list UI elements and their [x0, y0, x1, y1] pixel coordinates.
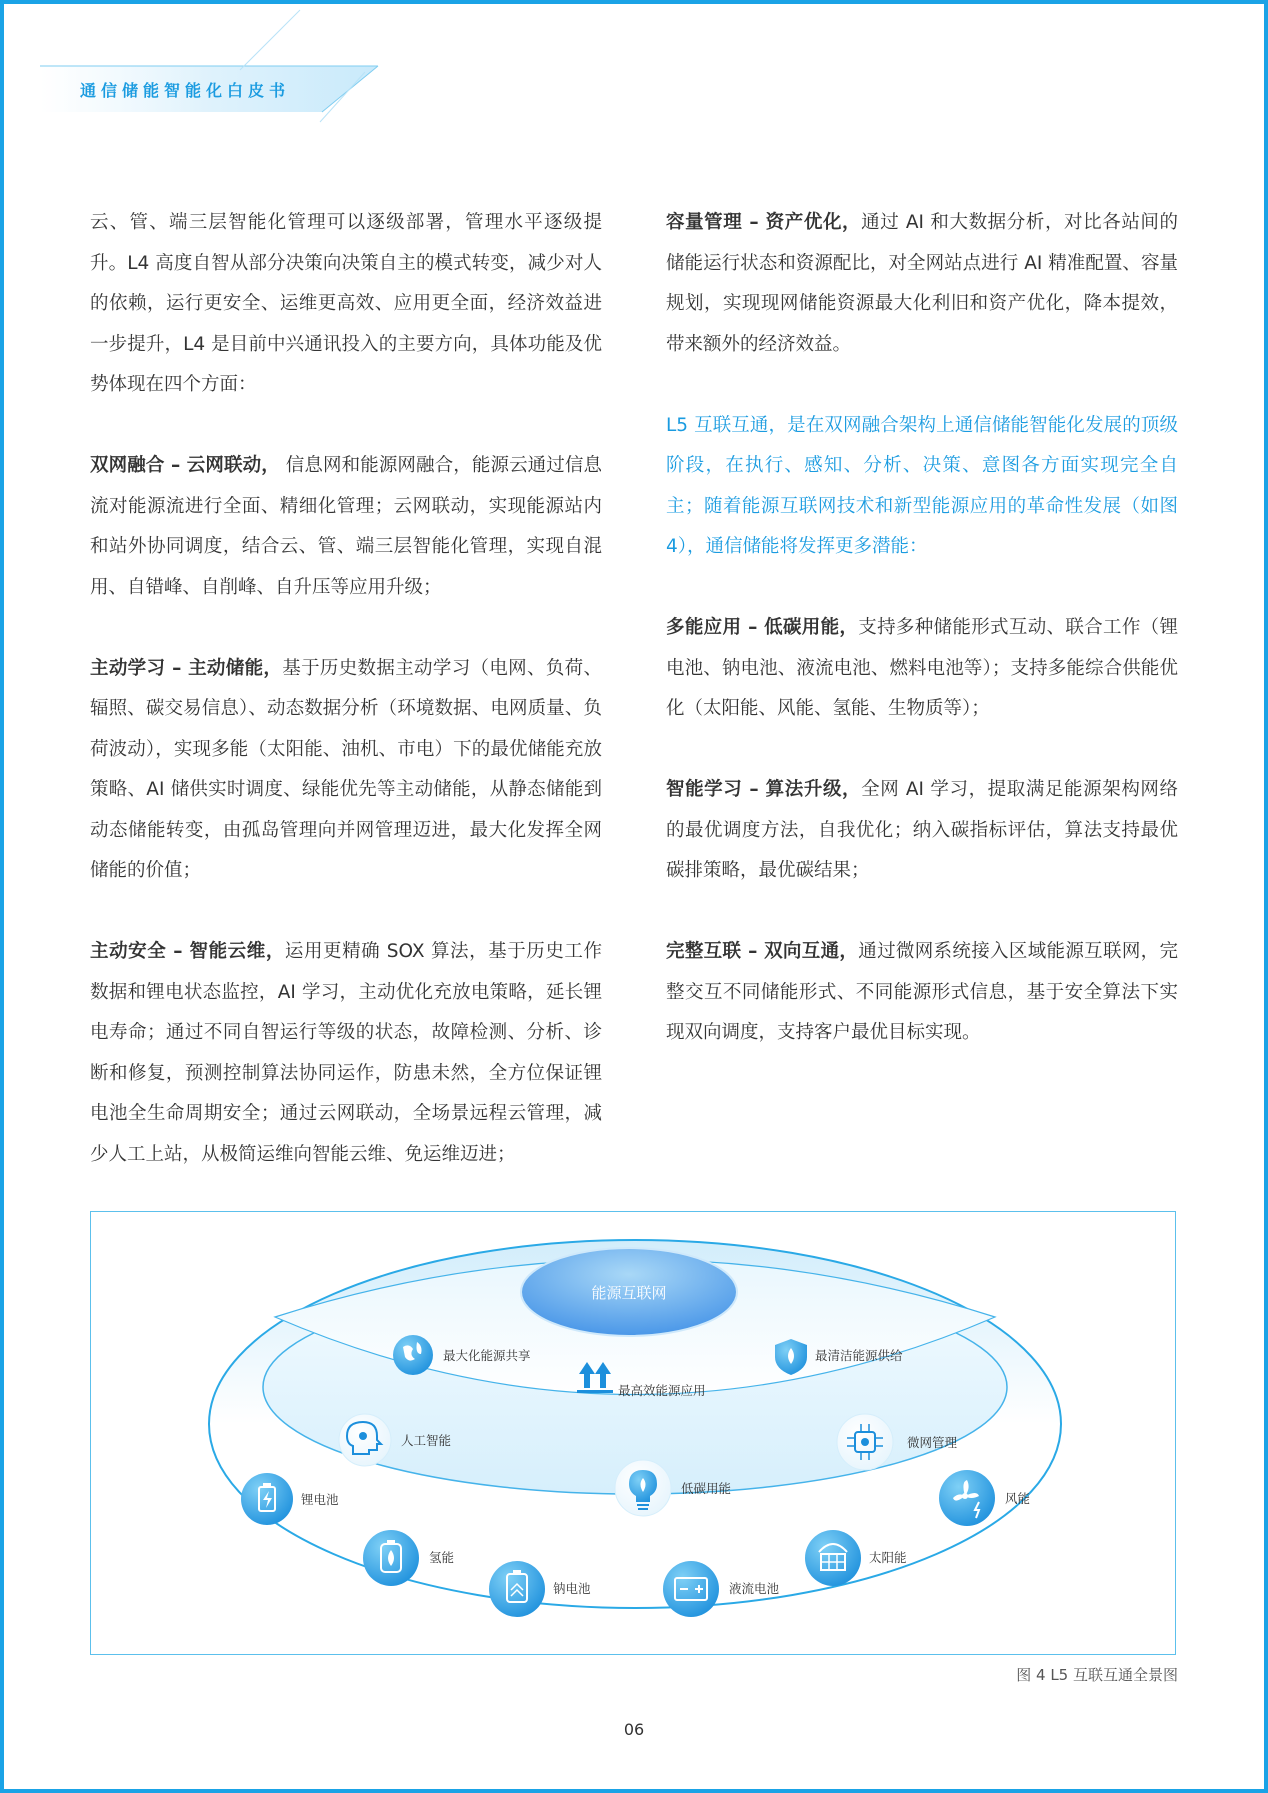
feature-title: 容量管理 – 资产优化，	[666, 212, 862, 233]
right-column	[666, 203, 1178, 1094]
node-label-sodium: 钠电池	[553, 1581, 591, 1596]
figure-caption: 图 4 L5 互联互通全景图	[1016, 1666, 1178, 1684]
hydrogen-tank-icon	[363, 1530, 419, 1586]
feature-title: 双网融合 – 云网联动，	[90, 455, 280, 476]
node-label-lithium: 锂电池	[301, 1492, 339, 1507]
node-label-ai: 人工智能	[401, 1433, 452, 1448]
header-title: 通信储能智能化白皮书	[80, 81, 291, 100]
node-label-hydrogen: 氢能	[429, 1550, 455, 1565]
ai-head-icon	[339, 1414, 391, 1466]
feature-text: 支持多种储能形式互动、联合工作（锂电池、钠电池、液流电池、燃料电池等）；支持多能综合供能优化（太阳能、风能、氢能、生物质等）；	[666, 617, 1178, 719]
node-label-efficient: 最高效能源应用	[618, 1383, 706, 1398]
solar-panel-icon	[805, 1530, 861, 1586]
page-number: 06	[623, 1720, 645, 1739]
intro-paragraph: 云、管、端三层智能化管理可以逐级部署，管理水平逐级提升。L4 高度自智从部分决策向决策自主的模式转变，减少对人的依赖，运行更安全、运维更高效、应用更全面，经济效益进一步提升，L4 是目前中兴通讯投入的主要方向，具体功能及优势体现在四个方面：	[90, 212, 602, 395]
l5-intro-paragraph: L5 互联互通，是在双网融合架构上通信储能智能化发展的顶级阶段，在执行、感知、分析、决策、意图各方面实现完全自主；随着能源互联网技术和新型能源应用的革命性发展（如图 4），通信储能将发挥更多潜能：	[666, 414, 1178, 557]
figure-l5-panorama	[90, 1211, 1176, 1655]
node-label-wind: 风能	[1005, 1491, 1031, 1506]
node-label-clean: 最清洁能源供给	[815, 1348, 903, 1363]
feature-paragraph	[666, 770, 1178, 892]
feature-paragraph	[90, 649, 602, 892]
left-column	[90, 203, 602, 1216]
feature-title: 主动安全 – 智能云维，	[90, 941, 285, 962]
figure-diagram	[91, 1212, 1177, 1656]
feature-paragraph	[90, 446, 602, 608]
microgrid-chip-icon	[837, 1414, 893, 1470]
flow-battery-icon	[663, 1561, 719, 1617]
feature-paragraph	[666, 932, 1178, 1054]
feature-text: 全网 AI 学习，提取满足能源架构网络的最优调度方法，自我优化；纳入碳指标评估，算法支持最优碳排策略，最优碳结果；	[666, 779, 1179, 881]
feature-title: 智能学习 – 算法升级，	[666, 779, 862, 800]
feature-title: 完整互联 – 双向互通，	[666, 941, 859, 962]
capacity-paragraph	[666, 203, 1178, 365]
lithium-battery-icon	[241, 1473, 293, 1525]
header-decoration	[0, 0, 400, 140]
node-label-share: 最大化能源共享	[443, 1348, 531, 1363]
sodium-battery-icon	[489, 1561, 545, 1617]
feature-text: 信息网和能源网融合，能源云通过信息流对能源流进行全面、精细化管理；云网联动，实现能源站内和站外协同调度，结合云、管、端三层智能化管理，实现自混用、自错峰、自削峰、自升压等应用升级；	[90, 455, 602, 598]
feature-title: 多能应用 – 低碳用能，	[666, 617, 859, 638]
feature-paragraph	[90, 932, 602, 1175]
node-label-microgrid: 微网管理	[907, 1435, 958, 1450]
energy-internet-label: 能源互联网	[591, 1284, 667, 1302]
feature-text: 通过微网系统接入区域能源互联网，完整交互不同储能形式、不同能源形式信息，基于安全算法下实现双向调度，支持客户最优目标实现。	[666, 941, 1178, 1043]
feature-text: 基于历史数据主动学习（电网、负荷、辐照、碳交易信息）、动态数据分析（环境数据、电网质量、负荷波动），实现多能（太阳能、油机、市电）下的最优储能充放策略、AI 储供实时调度、绿能优先等主动储能，从静态储能到动态储能转变，由孤岛管理向并网管理迈进，最大化发挥全网储能的价值；	[90, 657, 602, 881]
feature-title: 主动学习 – 主动储能，	[90, 657, 283, 679]
feature-text: 运用更精确 SOX 算法，基于历史工作数据和锂电状态监控，AI 学习，主动优化充放电策略，延长锂电寿命；通过不同自智运行等级的状态，故障检测、分析、诊断和修复，预测控制算法协同运作，防患未然，全方位保证锂电池全生命周期安全；通过云网联动，全场景远程云管理，减少人工上站，从极简运维向智能云维、免运维迈进；	[90, 941, 603, 1165]
wind-turbine-icon	[939, 1470, 995, 1526]
lightbulb-icon	[615, 1460, 671, 1516]
node-label-lowcarbon: 低碳用能	[681, 1481, 732, 1496]
feature-text: 通过 AI 和大数据分析，对比各站间的储能运行状态和资源配比，对全网站点进行 AI 精准配置、容量规划，实现现网储能资源最大化利旧和资产优化，降本提效，带来额外的经济效益。	[666, 212, 1179, 355]
node-label-flow: 液流电池	[729, 1581, 780, 1596]
node-label-solar: 太阳能	[869, 1550, 907, 1565]
globe-icon	[393, 1335, 433, 1375]
feature-paragraph	[666, 608, 1178, 730]
